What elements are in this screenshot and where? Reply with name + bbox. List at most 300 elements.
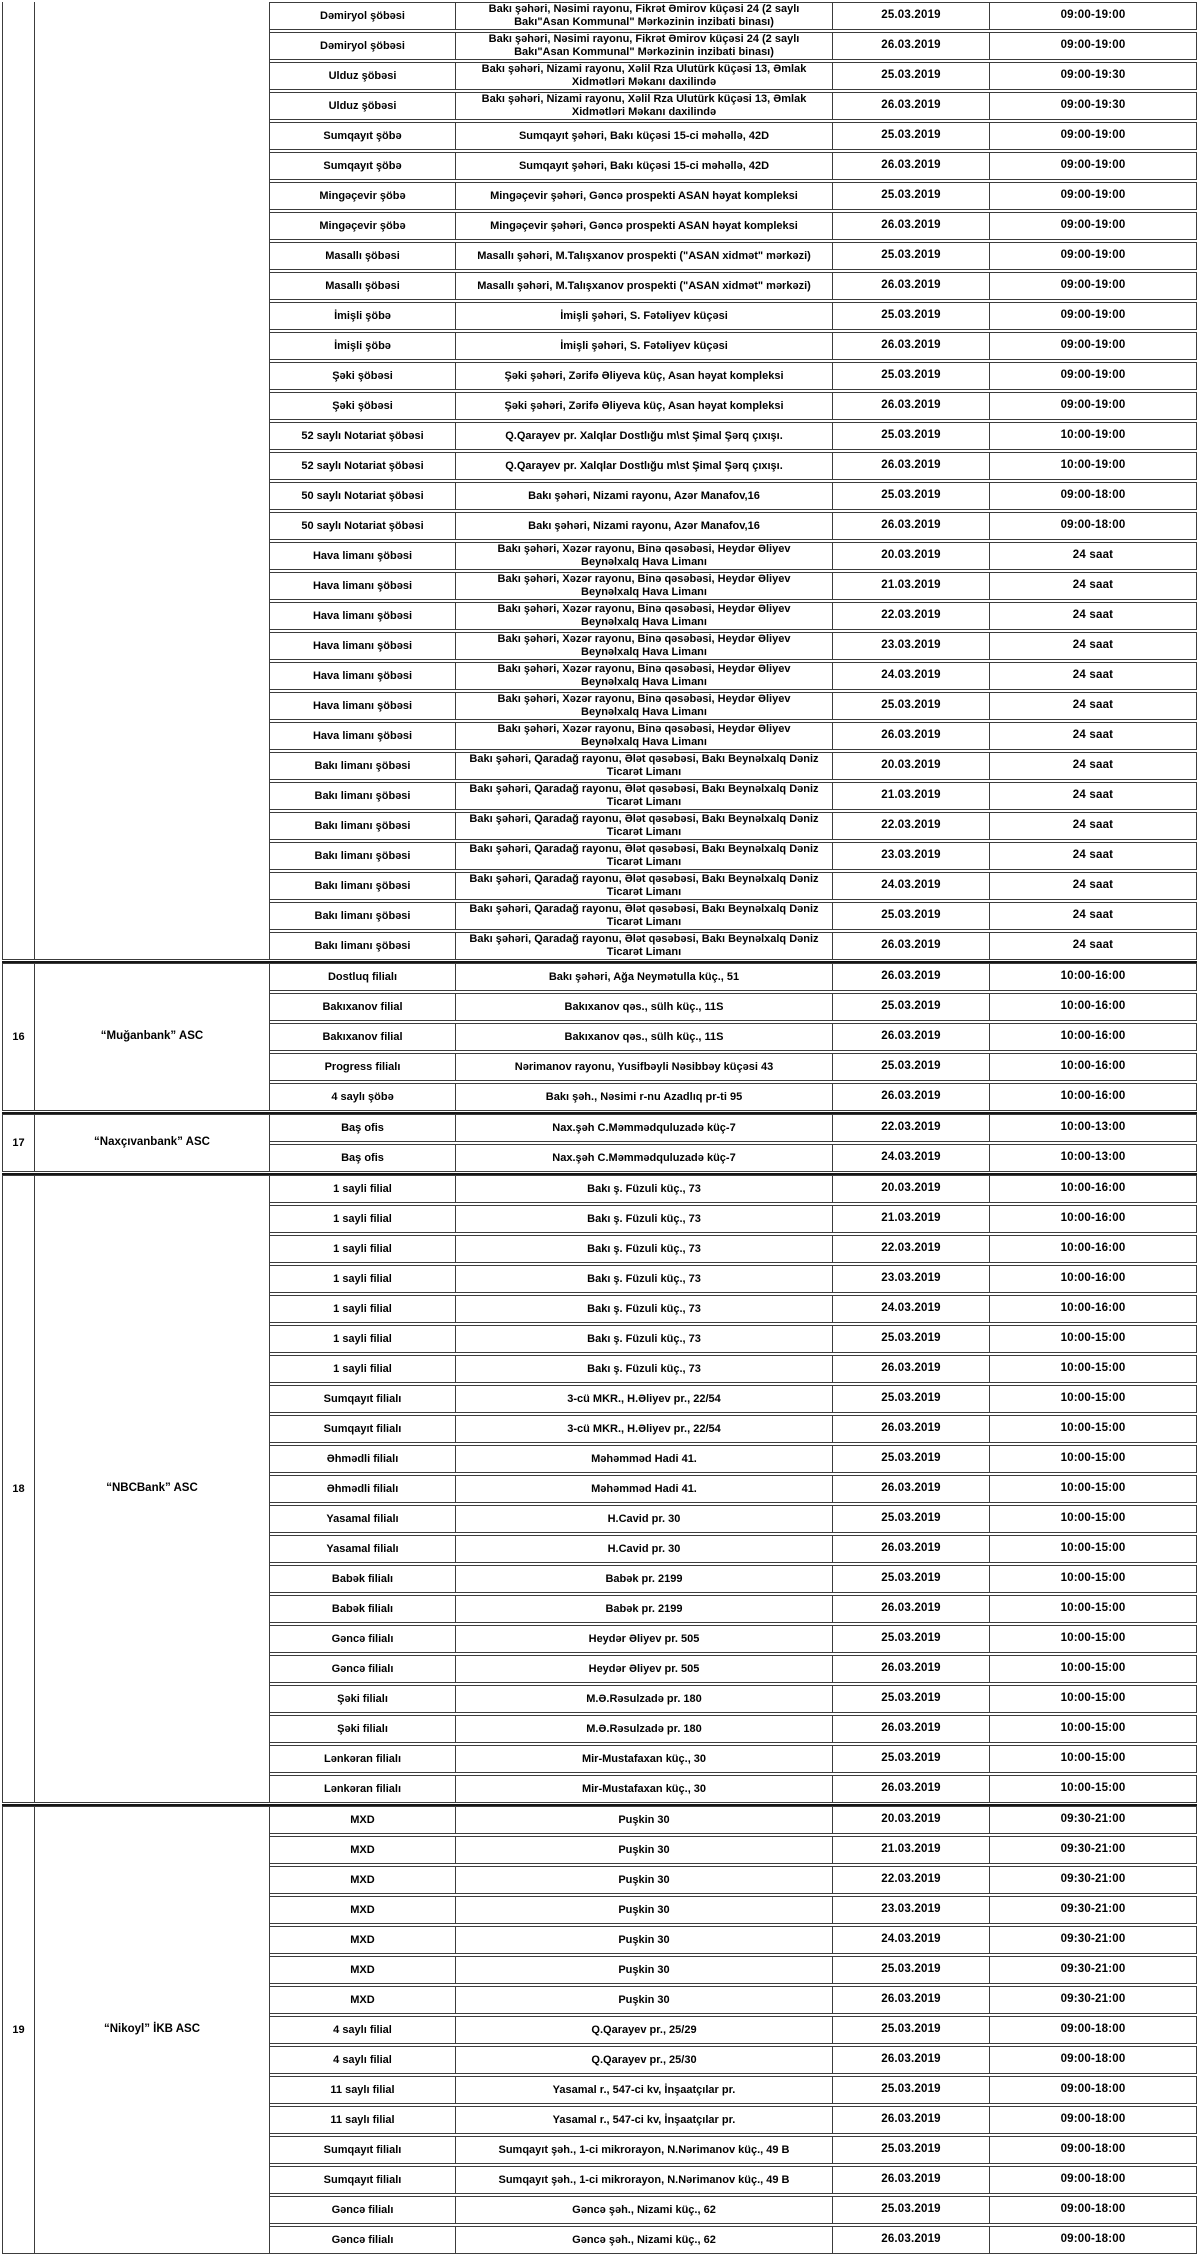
table-row [269, 1806, 1197, 1834]
service-date-cell: 25.03.2019 [832, 2016, 990, 2044]
table-row [269, 1625, 1197, 1653]
table-row [269, 1986, 1197, 2014]
branch-address-cell: Bakı şəhəri, Xəzər rayonu, Binə qəsəbəsi, Heydər Əliyev Beynəlxalq Hava Limanı [455, 572, 833, 600]
branch-name-cell: Hava limanı şöbəsi [269, 662, 456, 690]
branch-name-cell: Progress filialı [269, 1053, 456, 1081]
service-date-cell: 23.03.2019 [832, 632, 990, 660]
branch-name-cell: Hava limanı şöbəsi [269, 632, 456, 660]
branch-address-cell: Puşkin 30 [455, 1806, 833, 1834]
branch-address-cell: Bakı ş. Füzuli küç., 73 [455, 1265, 833, 1293]
branch-name-cell: Gəncə filialı [269, 1625, 456, 1653]
branch-name-cell: 52 saylı Notariat şöbəsi [269, 452, 456, 480]
service-date-cell: 22.03.2019 [832, 1866, 990, 1894]
branch-address-cell: Bakı şəhəri, Xəzər rayonu, Binə qəsəbəsi, Heydər Əliyev Beynəlxalq Hava Limanı [455, 632, 833, 660]
service-date-cell: 20.03.2019 [832, 1806, 990, 1834]
working-hours-cell: 24 saat [989, 872, 1197, 900]
bank-name-cell: “Nikoyl” İKB ASC [34, 1806, 270, 2254]
working-hours-cell: 24 saat [989, 902, 1197, 930]
table-row [269, 2, 1197, 30]
branch-address-cell: Gəncə şəh., Nizami küç., 62 [455, 2196, 833, 2224]
table-row [269, 2076, 1197, 2104]
table-row [269, 1415, 1197, 1443]
branch-address-cell: Q.Qarayev pr. Xalqlar Dostlığu m\st Şimal Şərq çıxışı. [455, 422, 833, 450]
table-row [269, 872, 1197, 900]
branch-address-cell: Q.Qarayev pr., 25/30 [455, 2046, 833, 2074]
service-date-cell: 26.03.2019 [832, 2106, 990, 2134]
branch-address-cell: Bakı şəhəri, Xəzər rayonu, Binə qəsəbəsi, Heydər Əliyev Beynəlxalq Hava Limanı [455, 602, 833, 630]
working-hours-cell: 09:30-21:00 [989, 1926, 1197, 1954]
table-row [269, 482, 1197, 510]
branch-name-cell: Bakıxanov filial [269, 1023, 456, 1051]
service-date-cell: 25.03.2019 [832, 2076, 990, 2104]
branch-name-cell: Dəmiryol şöbəsi [269, 2, 456, 30]
branch-name-cell: Ulduz şöbəsi [269, 92, 456, 120]
service-date-cell: 24.03.2019 [832, 1144, 990, 1172]
working-hours-cell: 10:00-19:00 [989, 452, 1197, 480]
branch-name-cell: 1 sayli filial [269, 1175, 456, 1203]
branch-name-cell: Gəncə filialı [269, 2196, 456, 2224]
table-row [269, 752, 1197, 780]
table-row [269, 692, 1197, 720]
branch-address-cell: Bakı şəhəri, Qaradağ rayonu, Ələt qəsəbəsi, Bakı Beynəlxalq Dəniz Ticarət Limanı [455, 842, 833, 870]
service-date-cell: 26.03.2019 [832, 1083, 990, 1111]
table-row [269, 1053, 1197, 1081]
bank-rows [269, 1175, 1197, 1803]
working-hours-cell: 09:30-21:00 [989, 1806, 1197, 1834]
working-hours-cell: 09:00-19:00 [989, 212, 1197, 240]
table-row [269, 2106, 1197, 2134]
branch-name-cell: MXD [269, 1836, 456, 1864]
working-hours-cell: 09:00-18:00 [989, 482, 1197, 510]
service-date-cell: 25.03.2019 [832, 902, 990, 930]
branch-address-cell: Puşkin 30 [455, 1866, 833, 1894]
working-hours-cell: 24 saat [989, 842, 1197, 870]
service-date-cell: 26.03.2019 [832, 2226, 990, 2254]
branch-address-cell: Gəncə şəh., Nizami küç., 62 [455, 2226, 833, 2254]
table-row [269, 542, 1197, 570]
branch-name-cell: 11 saylı filial [269, 2076, 456, 2104]
branch-address-cell: 3-cü MKR., H.Əliyev pr., 22/54 [455, 1415, 833, 1443]
bank-section [2, 1804, 1197, 2254]
table-row [269, 1205, 1197, 1233]
branch-name-cell: Əhmədli filialı [269, 1445, 456, 1473]
working-hours-cell: 10:00-15:00 [989, 1775, 1197, 1803]
working-hours-cell: 10:00-13:00 [989, 1114, 1197, 1142]
bank-section [2, 961, 1197, 1111]
table-row [269, 512, 1197, 540]
branch-address-cell: Bakı ş. Füzuli küç., 73 [455, 1355, 833, 1383]
table-row [269, 2016, 1197, 2044]
table-row [269, 1144, 1197, 1172]
table-row [269, 1023, 1197, 1051]
table-row [269, 1385, 1197, 1413]
table-row [269, 1775, 1197, 1803]
working-hours-cell: 10:00-19:00 [989, 422, 1197, 450]
working-hours-cell: 10:00-16:00 [989, 1295, 1197, 1323]
branch-name-cell: 4 saylı filial [269, 2046, 456, 2074]
working-hours-cell: 09:00-19:00 [989, 392, 1197, 420]
table-row [269, 62, 1197, 90]
branch-name-cell: 1 sayli filial [269, 1355, 456, 1383]
service-date-cell: 26.03.2019 [832, 2166, 990, 2194]
branch-name-cell: 52 saylı Notariat şöbəsi [269, 422, 456, 450]
working-hours-cell: 10:00-16:00 [989, 1175, 1197, 1203]
working-hours-cell: 24 saat [989, 692, 1197, 720]
working-hours-cell: 09:00-18:00 [989, 2046, 1197, 2074]
branch-address-cell: Mir-Mustafaxan küç., 30 [455, 1745, 833, 1773]
working-hours-cell: 10:00-15:00 [989, 1355, 1197, 1383]
branch-name-cell: Sumqayıt filialı [269, 1385, 456, 1413]
service-date-cell: 21.03.2019 [832, 782, 990, 810]
service-date-cell: 20.03.2019 [832, 752, 990, 780]
branch-address-cell: Masallı şəhəri, M.Talışxanov prospekti ("ASAN xidmət" mərkəzi) [455, 272, 833, 300]
table-row [269, 1715, 1197, 1743]
table-row [269, 1114, 1197, 1142]
service-date-cell: 24.03.2019 [832, 1295, 990, 1323]
branch-name-cell: Dostluq filialı [269, 963, 456, 991]
working-hours-cell: 09:00-18:00 [989, 512, 1197, 540]
branch-address-cell: İmişli şəhəri, S. Fətəliyev küçəsi [455, 302, 833, 330]
table-row [269, 1956, 1197, 1984]
working-hours-cell: 24 saat [989, 782, 1197, 810]
branch-address-cell: Yasamal r., 547-ci kv, İnşaatçılar pr. [455, 2076, 833, 2104]
working-hours-cell: 09:00-18:00 [989, 2166, 1197, 2194]
service-date-cell: 26.03.2019 [832, 392, 990, 420]
table-row [269, 1475, 1197, 1503]
bank-name-cell: “Naxçıvanbank” ASC [34, 1114, 270, 1172]
working-hours-cell: 09:00-18:00 [989, 2196, 1197, 2224]
branch-address-cell: Heydər Əliyev pr. 505 [455, 1625, 833, 1653]
branch-address-cell: Puşkin 30 [455, 1926, 833, 1954]
service-date-cell: 26.03.2019 [832, 1595, 990, 1623]
table-row [269, 932, 1197, 960]
branch-name-cell: MXD [269, 1806, 456, 1834]
working-hours-cell: 09:00-19:00 [989, 32, 1197, 60]
working-hours-cell: 09:00-19:00 [989, 242, 1197, 270]
service-date-cell: 26.03.2019 [832, 963, 990, 991]
branch-address-cell: Mir-Mustafaxan küç., 30 [455, 1775, 833, 1803]
working-hours-cell: 24 saat [989, 722, 1197, 750]
working-hours-cell: 09:00-19:30 [989, 62, 1197, 90]
branch-name-cell: Şəki filialı [269, 1685, 456, 1713]
service-date-cell: 26.03.2019 [832, 152, 990, 180]
service-date-cell: 25.03.2019 [832, 1745, 990, 1773]
service-date-cell: 20.03.2019 [832, 1175, 990, 1203]
working-hours-cell: 24 saat [989, 602, 1197, 630]
working-hours-cell: 10:00-16:00 [989, 1235, 1197, 1263]
branch-address-cell: H.Cavid pr. 30 [455, 1535, 833, 1563]
table-row [269, 963, 1197, 991]
branch-name-cell: Sumqayıt şöbə [269, 152, 456, 180]
branch-name-cell: Yasamal filialı [269, 1535, 456, 1563]
branch-name-cell: Bakı limanı şöbəsi [269, 752, 456, 780]
bank-number-cell: 17 [2, 1114, 35, 1172]
branch-address-cell: Q.Qarayev pr. Xalqlar Dostlığu m\st Şimal Şərq çıxışı. [455, 452, 833, 480]
branch-address-cell: İmişli şəhəri, S. Fətəliyev küçəsi [455, 332, 833, 360]
branch-address-cell: Babək pr. 2199 [455, 1565, 833, 1593]
bank-section [2, 1112, 1197, 1172]
bank-rows [269, 963, 1197, 1111]
branch-address-cell: Sumqayıt şəhəri, Bakı küçəsi 15-ci məhəllə, 42D [455, 152, 833, 180]
branch-address-cell: Bakı şəhəri, Nizami rayonu, Xəlil Rza Ulutürk küçəsi 13, Əmlak Xidmətləri Məkanı daxilində [455, 62, 833, 90]
service-date-cell: 24.03.2019 [832, 1926, 990, 1954]
service-date-cell: 26.03.2019 [832, 1715, 990, 1743]
service-date-cell: 25.03.2019 [832, 2, 990, 30]
branch-name-cell: Hava limanı şöbəsi [269, 602, 456, 630]
service-date-cell: 25.03.2019 [832, 1565, 990, 1593]
branch-address-cell: Bakı şəhəri, Nizami rayonu, Xəlil Rza Ulutürk küçəsi 13, Əmlak Xidmətləri Məkanı daxilində [455, 92, 833, 120]
table-row [269, 32, 1197, 60]
table-row [269, 1175, 1197, 1203]
working-hours-cell: 10:00-15:00 [989, 1535, 1197, 1563]
branch-address-cell: Heydər Əliyev pr. 505 [455, 1655, 833, 1683]
branch-name-cell: MXD [269, 1896, 456, 1924]
branch-name-cell: 4 saylı şöbə [269, 1083, 456, 1111]
branch-address-cell: Bakı şəhəri, Qaradağ rayonu, Ələt qəsəbəsi, Bakı Beynəlxalq Dəniz Ticarət Limanı [455, 812, 833, 840]
branch-name-cell: Bakı limanı şöbəsi [269, 812, 456, 840]
working-hours-cell: 09:00-19:00 [989, 272, 1197, 300]
table-row [269, 182, 1197, 210]
branch-name-cell: MXD [269, 1866, 456, 1894]
service-date-cell: 25.03.2019 [832, 362, 990, 390]
working-hours-cell: 09:30-21:00 [989, 1986, 1197, 2014]
service-date-cell: 26.03.2019 [832, 1415, 990, 1443]
service-date-cell: 26.03.2019 [832, 272, 990, 300]
table-row [269, 812, 1197, 840]
branch-address-cell: Bakı ş. Füzuli küç., 73 [455, 1325, 833, 1353]
table-row [269, 2166, 1197, 2194]
table-row [269, 1896, 1197, 1924]
branch-name-cell: Şəki filialı [269, 1715, 456, 1743]
branch-name-cell: 1 sayli filial [269, 1295, 456, 1323]
working-hours-cell: 10:00-16:00 [989, 1023, 1197, 1051]
table-row [269, 842, 1197, 870]
table-row [269, 422, 1197, 450]
branch-address-cell: Mingəçevir şəhəri, Gəncə prospekti ASAN həyat kompleksi [455, 212, 833, 240]
working-hours-cell: 09:00-18:00 [989, 2076, 1197, 2104]
table-row [269, 92, 1197, 120]
bank-number-cell: 16 [2, 963, 35, 1111]
branch-name-cell: 1 sayli filial [269, 1205, 456, 1233]
branch-address-cell: Puşkin 30 [455, 1896, 833, 1924]
branch-name-cell: Babək filialı [269, 1565, 456, 1593]
branch-name-cell: 1 sayli filial [269, 1235, 456, 1263]
branch-name-cell: Sumqayıt filialı [269, 1415, 456, 1443]
bank-name-cell: “NBCBank” ASC [34, 1175, 270, 1803]
table-row [269, 602, 1197, 630]
service-date-cell: 26.03.2019 [832, 1986, 990, 2014]
branch-address-cell: Yasamal r., 547-ci kv, İnşaatçılar pr. [455, 2106, 833, 2134]
working-hours-cell: 09:00-19:00 [989, 122, 1197, 150]
branch-address-cell: M.Ə.Rəsulzadə pr. 180 [455, 1685, 833, 1713]
working-hours-cell: 09:30-21:00 [989, 1836, 1197, 1864]
working-hours-cell: 10:00-15:00 [989, 1415, 1197, 1443]
table-row [269, 1926, 1197, 1954]
branch-address-cell: Bakı ş. Füzuli küç., 73 [455, 1175, 833, 1203]
bank-section [2, 2, 1197, 960]
service-date-cell: 21.03.2019 [832, 572, 990, 600]
table-row [269, 392, 1197, 420]
table-row [269, 782, 1197, 810]
service-date-cell: 25.03.2019 [832, 1053, 990, 1081]
working-hours-cell: 09:00-19:00 [989, 152, 1197, 180]
branch-address-cell: Bakı şəhəri, Qaradağ rayonu, Ələt qəsəbəsi, Bakı Beynəlxalq Dəniz Ticarət Limanı [455, 932, 833, 960]
table-row [269, 1355, 1197, 1383]
branch-address-cell: Q.Qarayev pr., 25/29 [455, 2016, 833, 2044]
table-row [269, 332, 1197, 360]
branch-name-cell: Gəncə filialı [269, 2226, 456, 2254]
branch-name-cell: Gəncə filialı [269, 1655, 456, 1683]
table-row [269, 632, 1197, 660]
working-hours-cell: 10:00-16:00 [989, 1083, 1197, 1111]
branch-address-cell: Puşkin 30 [455, 1986, 833, 2014]
branch-address-cell: Nax.şəh C.Məmmədquluzadə küç-7 [455, 1114, 833, 1142]
branch-address-cell: Məhəmməd Hadi 41. [455, 1445, 833, 1473]
service-date-cell: 22.03.2019 [832, 1114, 990, 1142]
working-hours-cell: 10:00-15:00 [989, 1595, 1197, 1623]
working-hours-cell: 09:00-18:00 [989, 2226, 1197, 2254]
working-hours-cell: 09:30-21:00 [989, 1956, 1197, 1984]
branch-address-cell: Şəki şəhəri, Zərifə Əliyeva küç, Asan həyat kompleksi [455, 362, 833, 390]
branch-address-cell: Bakı şəhəri, Xəzər rayonu, Binə qəsəbəsi, Heydər Əliyev Beynəlxalq Hava Limanı [455, 662, 833, 690]
branch-address-cell: Bakı şəhəri, Ağa Neymətulla küç., 51 [455, 963, 833, 991]
branch-name-cell: MXD [269, 1926, 456, 1954]
service-date-cell: 25.03.2019 [832, 182, 990, 210]
table-row [269, 1083, 1197, 1111]
branch-name-cell: Bakı limanı şöbəsi [269, 872, 456, 900]
working-hours-cell: 09:00-19:00 [989, 332, 1197, 360]
service-date-cell: 24.03.2019 [832, 662, 990, 690]
working-hours-cell: 10:00-15:00 [989, 1655, 1197, 1683]
table-row [269, 1836, 1197, 1864]
table-row [269, 1535, 1197, 1563]
table-row [269, 722, 1197, 750]
branch-name-cell: Bakı limanı şöbəsi [269, 782, 456, 810]
working-hours-cell: 10:00-15:00 [989, 1745, 1197, 1773]
working-hours-cell: 09:00-19:00 [989, 182, 1197, 210]
branch-name-cell: Dəmiryol şöbəsi [269, 32, 456, 60]
table-row [269, 1685, 1197, 1713]
table-row [269, 2196, 1197, 2224]
table-row [269, 212, 1197, 240]
branch-address-cell: Bakıxanov qəs., sülh küç., 11S [455, 1023, 833, 1051]
service-date-cell: 26.03.2019 [832, 452, 990, 480]
service-date-cell: 25.03.2019 [832, 1505, 990, 1533]
branch-address-cell: Bakı şəhəri, Qaradağ rayonu, Ələt qəsəbəsi, Bakı Beynəlxalq Dəniz Ticarət Limanı [455, 782, 833, 810]
branch-name-cell: 50 saylı Notariat şöbəsi [269, 512, 456, 540]
service-date-cell: 26.03.2019 [832, 1475, 990, 1503]
table-row [269, 1325, 1197, 1353]
service-date-cell: 26.03.2019 [832, 722, 990, 750]
working-hours-cell: 24 saat [989, 572, 1197, 600]
working-hours-cell: 09:30-21:00 [989, 1866, 1197, 1894]
working-hours-cell: 24 saat [989, 542, 1197, 570]
table-row [269, 662, 1197, 690]
table-row [269, 1235, 1197, 1263]
bank-number-cell: 18 [2, 1175, 35, 1803]
table-row [269, 1866, 1197, 1894]
branch-address-cell: H.Cavid pr. 30 [455, 1505, 833, 1533]
branch-name-cell: Hava limanı şöbəsi [269, 572, 456, 600]
service-date-cell: 21.03.2019 [832, 1836, 990, 1864]
service-date-cell: 25.03.2019 [832, 62, 990, 90]
service-date-cell: 25.03.2019 [832, 1445, 990, 1473]
branch-name-cell: 1 sayli filial [269, 1325, 456, 1353]
branch-name-cell: Şəki şöbəsi [269, 362, 456, 390]
table-row [269, 1745, 1197, 1773]
bank-section [2, 1173, 1197, 1803]
branch-address-cell: Sumqayıt şəh., 1-ci mikrorayon, N.Nərimanov küç., 49 B [455, 2136, 833, 2164]
table-row [269, 122, 1197, 150]
service-date-cell: 25.03.2019 [832, 422, 990, 450]
working-hours-cell: 09:00-19:00 [989, 362, 1197, 390]
service-date-cell: 23.03.2019 [832, 842, 990, 870]
working-hours-cell: 10:00-15:00 [989, 1565, 1197, 1593]
branch-address-cell: Bakı şəhəri, Nəsimi rayonu, Fikrət Əmirov küçəsi 24 (2 saylı Bakı"Asan Kommunal" Mərkəzinin inzibati binası) [455, 32, 833, 60]
service-date-cell: 23.03.2019 [832, 1896, 990, 1924]
branch-name-cell: Babək filialı [269, 1595, 456, 1623]
branch-name-cell: MXD [269, 1956, 456, 1984]
service-date-cell: 26.03.2019 [832, 92, 990, 120]
branch-name-cell: Lənkəran filialı [269, 1745, 456, 1773]
table-row [269, 1565, 1197, 1593]
branch-name-cell: Əhmədli filialı [269, 1475, 456, 1503]
service-date-cell: 22.03.2019 [832, 1235, 990, 1263]
branch-name-cell: Bakıxanov filial [269, 993, 456, 1021]
working-hours-cell: 10:00-16:00 [989, 963, 1197, 991]
branch-address-cell: Bakı şəhəri, Nəsimi rayonu, Fikrət Əmirov küçəsi 24 (2 saylı Bakı"Asan Kommunal" Mərkəzinin inzibati binası) [455, 2, 833, 30]
working-hours-cell: 10:00-15:00 [989, 1625, 1197, 1653]
working-hours-cell: 24 saat [989, 662, 1197, 690]
branch-name-cell: Hava limanı şöbəsi [269, 542, 456, 570]
branch-address-cell: 3-cü MKR., H.Əliyev pr., 22/54 [455, 1385, 833, 1413]
bank-rows [269, 1806, 1197, 2254]
bank-name-cell: “Muğanbank” ASC [34, 963, 270, 1111]
service-date-cell: 25.03.2019 [832, 1625, 990, 1653]
service-date-cell: 25.03.2019 [832, 993, 990, 1021]
service-date-cell: 25.03.2019 [832, 2136, 990, 2164]
branch-address-cell: Bakı şəh., Nəsimi r-nu Azadlıq pr-ti 95 [455, 1083, 833, 1111]
working-hours-cell: 24 saat [989, 812, 1197, 840]
branch-address-cell: Babək pr. 2199 [455, 1595, 833, 1623]
branch-address-cell: Bakı şəhəri, Xəzər rayonu, Binə qəsəbəsi, Heydər Əliyev Beynəlxalq Hava Limanı [455, 542, 833, 570]
branch-address-cell: Mingəçevir şəhəri, Gəncə prospekti ASAN həyat kompleksi [455, 182, 833, 210]
branch-name-cell: Mingəçevir şöbə [269, 182, 456, 210]
branch-address-cell: Bakı şəhəri, Xəzər rayonu, Binə qəsəbəsi, Heydər Əliyev Beynəlxalq Hava Limanı [455, 692, 833, 720]
service-date-cell: 25.03.2019 [832, 122, 990, 150]
branch-address-cell: Puşkin 30 [455, 1956, 833, 1984]
table-row [269, 1655, 1197, 1683]
service-date-cell: 26.03.2019 [832, 1535, 990, 1563]
branch-address-cell: Sumqayıt şəhəri, Bakı küçəsi 15-ci məhəllə, 42D [455, 122, 833, 150]
working-hours-cell: 09:00-18:00 [989, 2136, 1197, 2164]
branch-name-cell: İmişli şöbə [269, 302, 456, 330]
branch-name-cell: 4 saylı filial [269, 2016, 456, 2044]
table-row [269, 1295, 1197, 1323]
working-hours-cell: 09:00-19:30 [989, 92, 1197, 120]
branch-address-cell: Masallı şəhəri, M.Talışxanov prospekti ("ASAN xidmət" mərkəzi) [455, 242, 833, 270]
branch-name-cell: Hava limanı şöbəsi [269, 692, 456, 720]
branch-address-cell: M.Ə.Rəsulzadə pr. 180 [455, 1715, 833, 1743]
branch-address-cell: Bakı şəhəri, Qaradağ rayonu, Ələt qəsəbəsi, Bakı Beynəlxalq Dəniz Ticarət Limanı [455, 752, 833, 780]
branch-name-cell: Bakı limanı şöbəsi [269, 932, 456, 960]
table-row [269, 2136, 1197, 2164]
branch-address-cell: Şəki şəhəri, Zərifə Əliyeva küç, Asan həyat kompleksi [455, 392, 833, 420]
service-date-cell: 25.03.2019 [832, 2196, 990, 2224]
bank-number-cell [2, 2, 35, 960]
table-row [269, 152, 1197, 180]
table-row [269, 1445, 1197, 1473]
